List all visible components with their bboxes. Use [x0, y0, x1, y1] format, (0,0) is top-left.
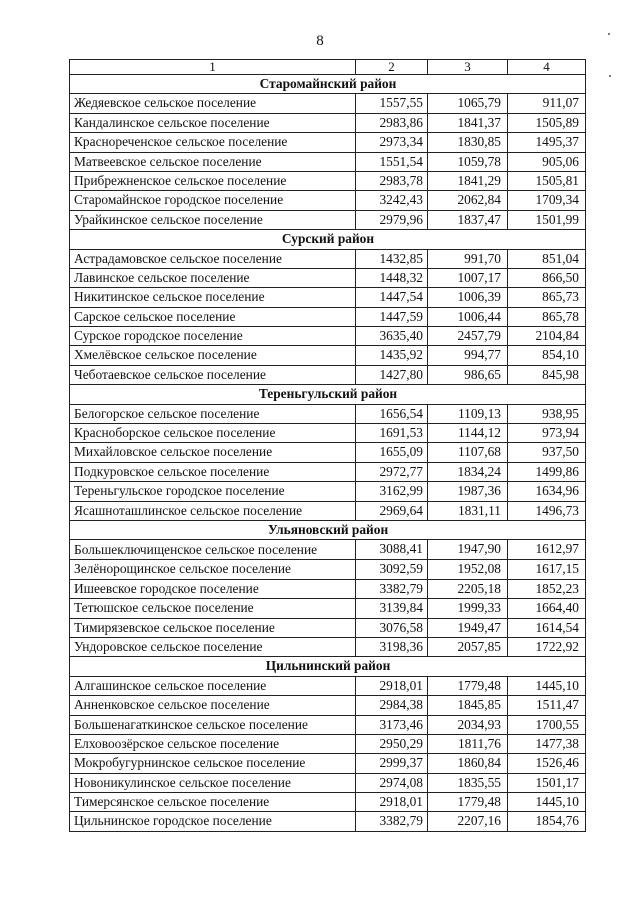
value-col-4: 1852,23: [508, 579, 586, 598]
value-col-2: 1448,32: [356, 268, 428, 287]
value-col-3: 2207,16: [428, 812, 508, 831]
settlement-name: Лавинское сельское поселение: [70, 268, 356, 287]
value-col-4: 1495,37: [508, 133, 586, 152]
district-name: Сурский район: [70, 230, 586, 249]
value-col-3: 1006,39: [428, 288, 508, 307]
table-row: [70, 501, 586, 520]
value-col-4: 1617,15: [508, 560, 586, 579]
value-col-4: 937,50: [508, 443, 586, 462]
value-col-4: 1526,46: [508, 754, 586, 773]
table-row: [70, 812, 586, 831]
settlement-name: Новоникулинское сельское поселение: [70, 773, 356, 792]
value-col-2: 1447,54: [356, 288, 428, 307]
settlement-name: Никитинское сельское поселение: [70, 288, 356, 307]
value-col-3: 1835,55: [428, 773, 508, 792]
value-col-3: 1947,90: [428, 540, 508, 560]
settlement-name: Матвеевское сельское поселение: [70, 152, 356, 171]
value-col-3: 1779,48: [428, 676, 508, 695]
value-col-3: 2057,85: [428, 637, 508, 656]
value-col-2: 3162,99: [356, 482, 428, 501]
table-row: [70, 579, 586, 598]
table-row: [70, 113, 586, 132]
table-row: [70, 637, 586, 656]
settlement-name: Ишеевское городское поселение: [70, 579, 356, 598]
district-name: Цильнинский район: [70, 657, 586, 676]
value-col-3: 1144,12: [428, 424, 508, 443]
table-row: [70, 793, 586, 812]
table-row: [70, 365, 586, 384]
value-col-4: 1854,76: [508, 812, 586, 831]
settlement-table: [69, 59, 586, 832]
value-col-4: 1505,89: [508, 113, 586, 132]
value-col-4: 854,10: [508, 346, 586, 365]
table-row: [70, 773, 586, 792]
value-col-3: 1811,76: [428, 734, 508, 753]
value-col-4: 851,04: [508, 249, 586, 268]
value-col-2: 1432,85: [356, 249, 428, 268]
value-col-2: 1447,59: [356, 307, 428, 326]
settlement-name: Ундоровское сельское поселение: [70, 637, 356, 656]
settlement-name: Астрадамовское сельское поселение: [70, 249, 356, 268]
settlement-name: Михайловское сельское поселение: [70, 443, 356, 462]
district-name: Старомайнский район: [70, 75, 586, 94]
value-col-2: 1557,55: [356, 94, 428, 113]
value-col-3: 1999,33: [428, 599, 508, 618]
value-col-4: 845,98: [508, 365, 586, 384]
value-col-4: 905,06: [508, 152, 586, 171]
value-col-3: 1952,08: [428, 560, 508, 579]
value-col-2: 2950,29: [356, 734, 428, 753]
value-col-4: 1445,10: [508, 676, 586, 695]
settlement-name: Зелёнорощинское сельское поселение: [70, 560, 356, 579]
table-row: [70, 249, 586, 268]
value-col-4: 1511,47: [508, 696, 586, 715]
value-col-3: 2205,18: [428, 579, 508, 598]
value-col-4: 1709,34: [508, 191, 586, 210]
district-row: [70, 657, 586, 676]
value-col-2: 1691,53: [356, 424, 428, 443]
district-name: Ульяновский район: [70, 520, 586, 539]
settlement-name: Подкуровское сельское поселение: [70, 462, 356, 481]
settlement-name: Анненковское сельское поселение: [70, 696, 356, 715]
settlement-name: Урайкинское сельское поселение: [70, 210, 356, 229]
value-col-4: 911,07: [508, 94, 586, 113]
value-col-2: 2984,38: [356, 696, 428, 715]
column-header-4: 4: [508, 60, 586, 75]
table-row: [70, 191, 586, 210]
value-col-4: 1499,86: [508, 462, 586, 481]
value-col-4: 866,50: [508, 268, 586, 287]
value-col-3: 1059,78: [428, 152, 508, 171]
value-col-3: 991,70: [428, 249, 508, 268]
value-col-3: 1841,29: [428, 171, 508, 190]
table-row: [70, 715, 586, 734]
value-col-3: 1860,84: [428, 754, 508, 773]
value-col-2: 3092,59: [356, 560, 428, 579]
table-row: [70, 618, 586, 637]
value-col-4: 865,78: [508, 307, 586, 326]
table-row: [70, 599, 586, 618]
value-col-3: 1107,68: [428, 443, 508, 462]
settlement-name: Тимерсянское сельское поселение: [70, 793, 356, 812]
value-col-4: 1445,10: [508, 793, 586, 812]
value-col-3: 1949,47: [428, 618, 508, 637]
value-col-4: 1612,97: [508, 540, 586, 560]
table-row: [70, 754, 586, 773]
page-number: 8: [316, 33, 324, 49]
settlement-name: Тимирязевское сельское поселение: [70, 618, 356, 637]
settlement-name: Прибрежненское сельское поселение: [70, 171, 356, 190]
column-header-1: 1: [70, 60, 356, 75]
table-row: [70, 443, 586, 462]
value-col-2: 2983,78: [356, 171, 428, 190]
table-row: [70, 560, 586, 579]
settlement-name: Елховоозёрское сельское поселение: [70, 734, 356, 753]
value-col-2: 2918,01: [356, 676, 428, 695]
value-col-2: 2969,64: [356, 501, 428, 520]
value-col-4: 2104,84: [508, 327, 586, 346]
value-col-2: 3242,43: [356, 191, 428, 210]
value-col-2: 3635,40: [356, 327, 428, 346]
value-col-3: 1065,79: [428, 94, 508, 113]
value-col-3: 1830,85: [428, 133, 508, 152]
scan-speck: [608, 33, 610, 35]
column-header-3: 3: [428, 60, 508, 75]
table-row: [70, 152, 586, 171]
value-col-4: 1477,38: [508, 734, 586, 753]
value-col-2: 2973,34: [356, 133, 428, 152]
settlement-name: Ясашноташлинское сельское поселение: [70, 501, 356, 520]
settlement-name: Большенагаткинское сельское поселение: [70, 715, 356, 734]
value-col-2: 3173,46: [356, 715, 428, 734]
settlement-name: Краснореченское сельское поселение: [70, 133, 356, 152]
value-col-4: 1634,96: [508, 482, 586, 501]
value-col-2: 1551,54: [356, 152, 428, 171]
value-col-4: 1700,55: [508, 715, 586, 734]
settlement-name: Цильнинское городское поселение: [70, 812, 356, 831]
column-header-2: 2: [356, 60, 428, 75]
settlement-name: Сарское сельское поселение: [70, 307, 356, 326]
table-row: [70, 171, 586, 190]
settlement-name: Мокробугурнинское сельское поселение: [70, 754, 356, 773]
value-col-2: 1655,09: [356, 443, 428, 462]
value-col-4: 1722,92: [508, 637, 586, 656]
value-col-2: 3076,58: [356, 618, 428, 637]
value-col-4: 865,73: [508, 288, 586, 307]
table-row: [70, 404, 586, 423]
value-col-4: 1501,17: [508, 773, 586, 792]
value-col-4: 1614,54: [508, 618, 586, 637]
value-col-2: 3198,36: [356, 637, 428, 656]
district-name: Тереньгульский район: [70, 385, 586, 404]
value-col-2: 1435,92: [356, 346, 428, 365]
value-col-2: 2999,37: [356, 754, 428, 773]
value-col-3: 1779,48: [428, 793, 508, 812]
value-col-2: 2983,86: [356, 113, 428, 132]
value-col-4: 1501,99: [508, 210, 586, 229]
value-col-3: 2034,93: [428, 715, 508, 734]
value-col-2: 2979,96: [356, 210, 428, 229]
value-col-3: 1834,24: [428, 462, 508, 481]
value-col-2: 1427,80: [356, 365, 428, 384]
value-col-3: 2062,84: [428, 191, 508, 210]
header-row: [70, 60, 586, 75]
value-col-3: 994,77: [428, 346, 508, 365]
value-col-3: 1837,47: [428, 210, 508, 229]
value-col-2: 2974,08: [356, 773, 428, 792]
district-row: [70, 230, 586, 249]
table-row: [70, 482, 586, 501]
table-row: [70, 424, 586, 443]
settlement-name: Хмелёвское сельское поселение: [70, 346, 356, 365]
value-col-4: 1505,81: [508, 171, 586, 190]
value-col-3: 1006,44: [428, 307, 508, 326]
value-col-4: 1664,40: [508, 599, 586, 618]
value-col-4: 973,94: [508, 424, 586, 443]
table-row: [70, 210, 586, 229]
value-col-4: 938,95: [508, 404, 586, 423]
value-col-3: 1007,17: [428, 268, 508, 287]
settlement-name: Чеботаевское сельское поселение: [70, 365, 356, 384]
value-col-2: 1656,54: [356, 404, 428, 423]
value-col-2: 3088,41: [356, 540, 428, 560]
district-row: [70, 520, 586, 539]
settlement-name: Старомайнское городское поселение: [70, 191, 356, 210]
table-row: [70, 676, 586, 695]
value-col-3: 1831,11: [428, 501, 508, 520]
value-col-3: 1841,37: [428, 113, 508, 132]
settlement-name: Большеключищенское сельское поселение: [70, 540, 356, 560]
value-col-3: 1987,36: [428, 482, 508, 501]
settlement-name: Сурское городское поселение: [70, 327, 356, 346]
table-row: [70, 94, 586, 113]
value-col-2: 3139,84: [356, 599, 428, 618]
table-row: [70, 734, 586, 753]
settlement-name: Кандалинское сельское поселение: [70, 113, 356, 132]
table-body: [70, 60, 586, 832]
table-row: [70, 696, 586, 715]
value-col-2: 2918,01: [356, 793, 428, 812]
settlement-name: Жедяевское сельское поселение: [70, 94, 356, 113]
value-col-3: 2457,79: [428, 327, 508, 346]
district-row: [70, 385, 586, 404]
settlement-name: Тетюшское сельское поселение: [70, 599, 356, 618]
value-col-4: 1496,73: [508, 501, 586, 520]
value-col-3: 1845,85: [428, 696, 508, 715]
table-row: [70, 462, 586, 481]
value-col-2: 3382,79: [356, 812, 428, 831]
settlement-name: Алгашинское сельское поселение: [70, 676, 356, 695]
settlement-name: Тереньгульское городское поселение: [70, 482, 356, 501]
settlement-name: Красноборское сельское поселение: [70, 424, 356, 443]
value-col-3: 986,65: [428, 365, 508, 384]
table-row: [70, 268, 586, 287]
table-row: [70, 327, 586, 346]
value-col-3: 1109,13: [428, 404, 508, 423]
district-row: [70, 75, 586, 94]
table-row: [70, 540, 586, 560]
table-row: [70, 288, 586, 307]
settlement-name: Белогорское сельское поселение: [70, 404, 356, 423]
value-col-2: 2972,77: [356, 462, 428, 481]
table-row: [70, 133, 586, 152]
table-row: [70, 346, 586, 365]
value-col-2: 3382,79: [356, 579, 428, 598]
scan-speck: [609, 75, 611, 77]
table-row: [70, 307, 586, 326]
